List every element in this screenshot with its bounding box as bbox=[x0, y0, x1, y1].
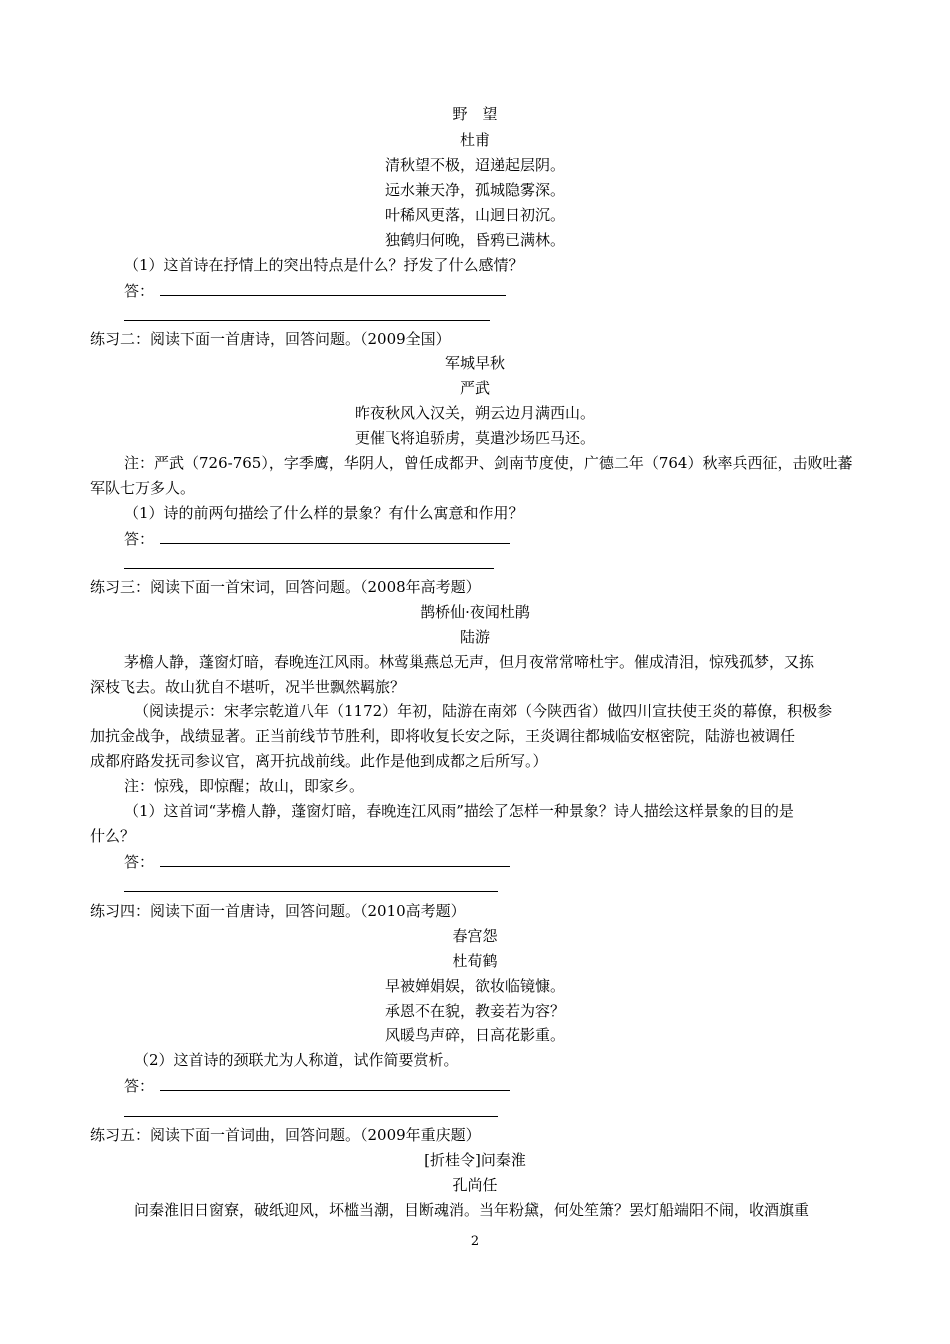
answer-line bbox=[160, 1090, 510, 1091]
poem-title: [折桂令]问秦淮 bbox=[424, 1151, 526, 1169]
poem-line: 更催飞将追骄虏，莫遣沙场匹马还。 bbox=[354, 429, 595, 447]
reading-hint: （阅读提示：宋孝宗乾道八年（1172）年初，陆游在南郊（今陕西省）做四川宣扶使王炎的幕僚，积极参 bbox=[134, 702, 833, 720]
answer-label: 答： bbox=[124, 853, 155, 871]
poem-line: 风暖鸟声碎，日高花影重。 bbox=[384, 1026, 565, 1044]
poem-line: 独鹤归何晚，昏鸦已满林。 bbox=[384, 231, 565, 249]
poem-body: 茅檐人静，蓬窗灯暗，春晚连江风雨。林莺巢燕总无声，但月夜常常啼杜宇。催成清泪，惊残孤梦，又拣 bbox=[124, 653, 815, 671]
poem-author: 陆游 bbox=[459, 628, 490, 646]
answer-label: 答： bbox=[124, 1077, 155, 1095]
exercise-heading: 练习五：阅读下面一首词曲，回答问题。（2009年重庆题） bbox=[90, 1126, 481, 1144]
question: （1）这首诗在抒情上的突出特点是什么？抒发了什么感情？ bbox=[124, 256, 524, 274]
reading-hint: 加抗金战争，战绩显著。正当前线节节胜利，即将收复长安之际，王炎调往都城临安枢密院，陆游也被调任 bbox=[90, 727, 796, 745]
exercise-heading: 练习四：阅读下面一首唐诗，回答问题。（2010高考题） bbox=[90, 902, 466, 920]
question: 什么？ bbox=[90, 827, 136, 845]
note: 军队七万多人。 bbox=[90, 479, 196, 497]
poem-body: 问秦淮旧日窗寮，破纸迎风，坏槛当潮，目断魂消。当年粉黛，何处笙箫？罢灯船端阳不闹，收酒旗重 bbox=[134, 1201, 810, 1219]
poem-title: 军城早秋 bbox=[444, 354, 505, 372]
poem-line: 昨夜秋风入汉关，朔云边月满西山。 bbox=[354, 404, 595, 422]
exercise-heading: 练习二：阅读下面一首唐诗，回答问题。（2009全国） bbox=[90, 330, 451, 348]
poem-line: 远水兼天净，孤城隐雾深。 bbox=[384, 181, 565, 199]
poem-line: 清秋望不极，迢递起层阴。 bbox=[384, 156, 565, 174]
poem-title: 野 望 bbox=[452, 105, 498, 123]
answer-label: 答： bbox=[124, 282, 155, 300]
question: （1）诗的前两句描绘了什么样的景象？有什么寓意和作用？ bbox=[124, 504, 524, 522]
poem-line: 叶稀风更落，山迥日初沉。 bbox=[384, 206, 565, 224]
answer-line bbox=[124, 1116, 498, 1117]
poem-title: 春宫怨 bbox=[452, 927, 498, 945]
page-number: 2 bbox=[470, 1234, 480, 1249]
question: （2）这首诗的颈联尤为人称道，试作简要赏析。 bbox=[134, 1051, 459, 1069]
answer-line bbox=[160, 866, 510, 867]
answer-line bbox=[160, 543, 510, 544]
poem-title: 鹊桥仙·夜闻杜鹃 bbox=[420, 603, 530, 621]
reading-hint: 成都府路发抚司参议官，离开抗战前线。此作是他到成都之后所写。） bbox=[90, 752, 548, 770]
answer-line bbox=[124, 568, 494, 569]
answer-line bbox=[160, 295, 506, 296]
question: （1）这首词“茅檐人静，蓬窗灯暗，春晚连江风雨”描绘了怎样一种景象？诗人描绘这样景象的目的是 bbox=[124, 802, 794, 820]
poem-line: 承恩不在貌，教妾若为容？ bbox=[384, 1002, 565, 1020]
poem-line: 早被婵娟娱，欲妆临镜慷。 bbox=[384, 977, 565, 995]
answer-label: 答： bbox=[124, 530, 155, 548]
note: 注：严武（726-765），字季鹰，华阴人，曾任成都尹、剑南节度使，广德二年（764）秋率兵西征，击败吐蕃 bbox=[124, 454, 853, 472]
poem-body: 深枝飞去。故山犹自不堪听，况半世飘然羁旅？ bbox=[90, 678, 406, 696]
answer-line bbox=[124, 320, 490, 321]
poem-author: 杜荀鹤 bbox=[452, 952, 498, 970]
answer-line bbox=[124, 891, 498, 892]
note: 注：惊残，即惊醒；故山，即家乡。 bbox=[124, 777, 365, 795]
poem-author: 严武 bbox=[459, 379, 490, 397]
poem-author: 杜甫 bbox=[459, 131, 490, 149]
exercise-heading: 练习三：阅读下面一首宋词，回答问题。（2008年高考题） bbox=[90, 578, 481, 596]
poem-author: 孔尚任 bbox=[452, 1176, 498, 1194]
